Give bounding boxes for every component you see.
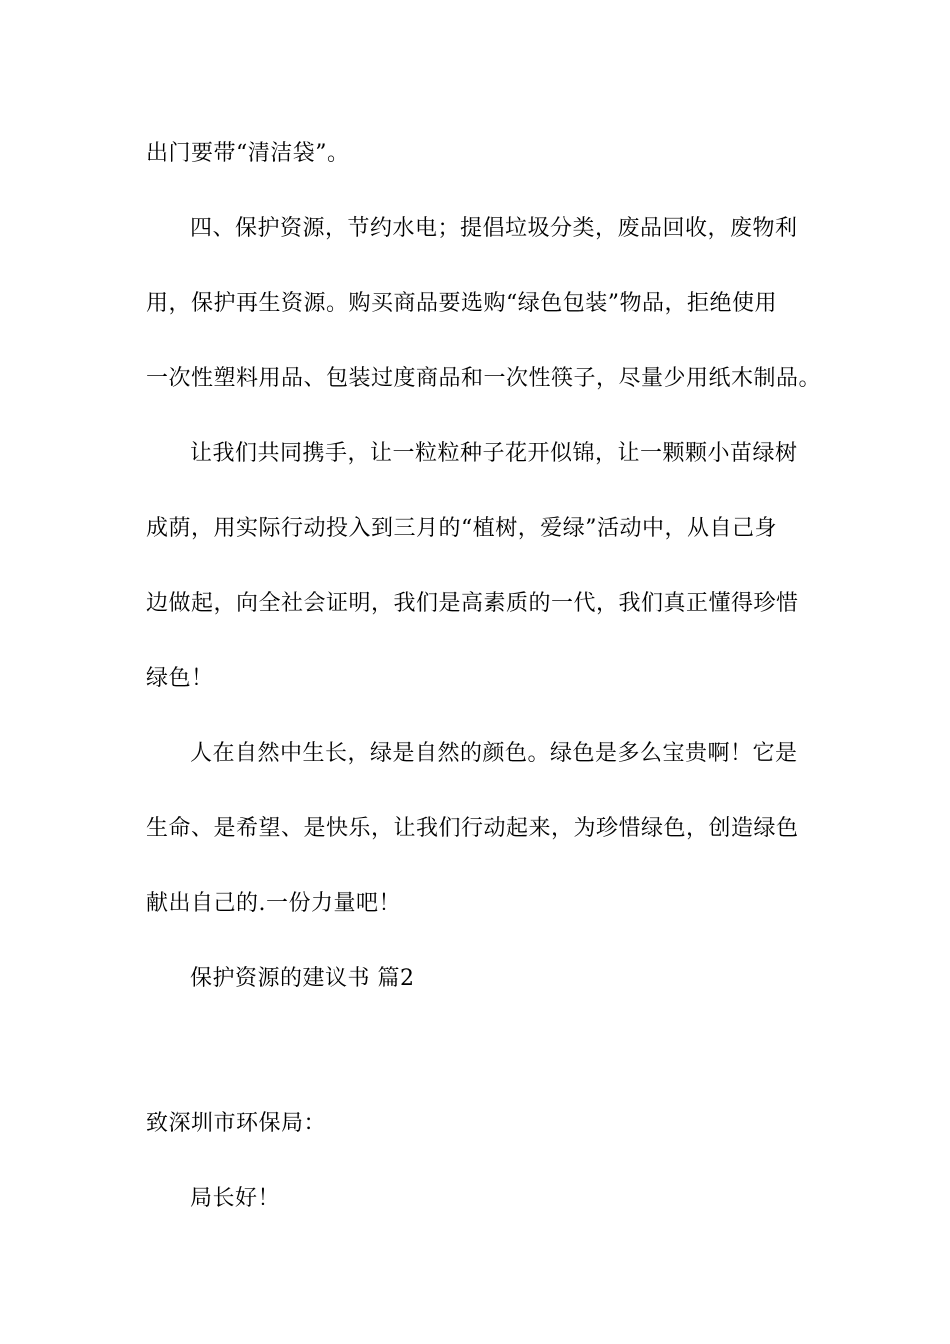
text-line: 局长好！ [190,1186,281,1211]
text-line: 献出自己的.一份力量吧！ [146,891,401,916]
text-line: 边做起，向全社会证明，我们是高素质的一代，我们真正懂得珍惜 [146,591,799,616]
text-line: 用，保护再生资源。购买商品要选购“绿色包装”物品，拒绝使用 [146,291,777,316]
text-line: 保护资源的建议书 篇2 [190,966,415,991]
text-line: 致深圳市环保局： [146,1111,327,1136]
section-title [146,941,816,1016]
text-line: 出门要带“清洁袋”。 [146,141,350,166]
paragraph-closing-line [146,116,816,191]
text-line: 生命、是希望、是快乐，让我们行动起来，为珍惜绿色，创造绿色 [146,816,799,841]
paragraph-nature [146,716,816,941]
text-line: 人在自然中生长，绿是自然的颜色。绿色是多么宝贵啊！它是 [190,741,798,766]
text-line: 一次性塑料用品、包装过度商品和一次性筷子，尽量少用纸木制品。 [146,366,822,391]
greeting [146,1161,816,1236]
text-line: 成荫，用实际行动投入到三月的“植树，爱绿”活动中，从自己身 [146,516,777,541]
paragraph-join-hands [146,416,816,716]
paragraph-four [146,191,822,416]
text-line: 让我们共同携手，让一粒粒种子花开似锦，让一颗颗小苗绿树 [190,441,798,466]
salutation [146,1086,816,1161]
text-line: 四、保护资源，节约水电；提倡垃圾分类，废品回收，废物利 [190,216,798,241]
text-line: 绿色！ [146,666,214,691]
